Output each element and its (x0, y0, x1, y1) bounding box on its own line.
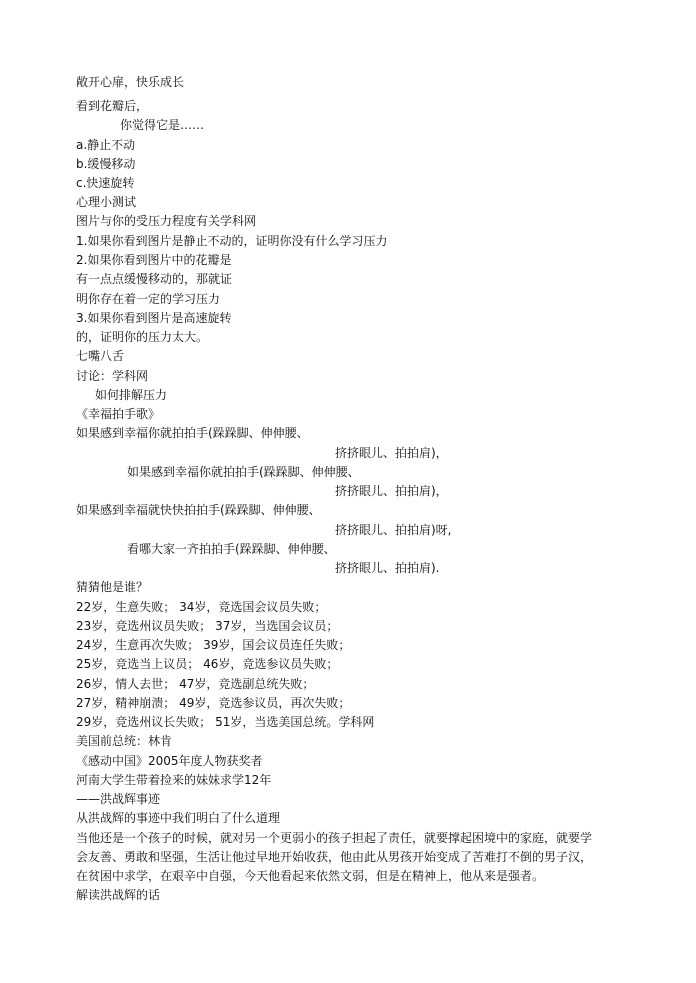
text-line: 看到花瓣后， (76, 99, 149, 113)
text-line: 挤挤眼儿、拍拍肩)呀, (335, 523, 452, 537)
text-line: 当他还是一个孩子的时候，就对另一个更弱小的孩子担起了责任，就要撑起困境中的家庭，就要学 (76, 831, 593, 845)
text-line: 从洪战辉的事迹中我们明白了什么道理 (76, 811, 281, 825)
text-line: 1.如果你看到图片是静止不动的，证明你没有什么学习压力 (76, 234, 388, 248)
text-line: 河南大学生带着捡来的妹妹求学12年 (76, 773, 272, 787)
text-line: 如果感到幸福就快快拍拍手(跺跺脚、伸伸腰、 (76, 503, 321, 517)
text-line: 解读洪战辉的话 (76, 888, 161, 902)
text-line: 挤挤眼儿、拍拍肩)， (335, 484, 448, 498)
text-line: 有一点点缓慢移动的，那就证 (76, 272, 233, 286)
text-line: 27岁，精神崩溃； 49岁，竞选参议员，再次失败； (76, 696, 351, 710)
text-line: 心理小测试 (76, 195, 137, 209)
text-line: 明你存在着一定的学习压力 (76, 292, 221, 306)
text-line: 如果感到幸福你就拍拍手(跺跺脚、伸伸腰、 (127, 465, 360, 479)
text-line: 如果感到幸福你就拍拍手(跺跺脚、伸伸腰、 (76, 426, 309, 440)
text-line: 如何排解压力 (95, 388, 168, 402)
text-line: 29岁，竞选州议长失败； 51岁，当选美国总统。学科网 (76, 715, 375, 729)
text-line: 挤挤眼儿、拍拍肩)， (335, 446, 448, 460)
text-line: 七嘴八舌 (76, 349, 125, 363)
text-line: c.快速旋转 (76, 176, 135, 190)
text-line: ——洪战辉事迹 (76, 792, 161, 806)
text-line: 在贫困中求学，在艰辛中自强，今天他看起来依然文弱，但是在精神上，他从来是强者。 (76, 869, 545, 883)
text-line: 美国前总统：林肯 (76, 734, 173, 748)
text-line: 会友善、勇敢和坚强，生活让他过早地开始收获，他由此从男孩开始变成了苦难打不倒的男子汉， (76, 850, 593, 864)
text-line: 你觉得它是…… (120, 118, 205, 132)
text-line: 看哪大家一齐拍拍手(跺跺脚、伸伸腰、 (127, 542, 336, 556)
text-line: 图片与你的受压力程度有关学科网 (76, 214, 257, 228)
text-line: 《幸福拍手歌》 (76, 407, 161, 421)
text-line: b.缓慢移动 (76, 157, 136, 171)
text-line: 24岁，生意再次失败； 39岁，国会议员连任失败； (76, 638, 351, 652)
text-line: 敞开心扉，快乐成长 (76, 75, 185, 89)
text-line: 猜猜他是谁？ (76, 580, 149, 594)
text-line: 22岁，生意失败； 34岁，竞选国会议员失败； (76, 600, 327, 614)
text-line: 2.如果你看到图片中的花瓣是 (76, 253, 232, 267)
text-line: 25岁，竞选当上议员； 46岁，竞选参议员失败； (76, 657, 339, 671)
text-line: 3.如果你看到图片是高速旋转 (76, 311, 232, 325)
text-line: 23岁，竞选州议员失败； 37岁，当选国会议员； (76, 619, 339, 633)
text-line: 挤挤眼儿、拍拍肩). (335, 561, 440, 575)
text-line: 讨论：学科网 (76, 369, 149, 383)
text-line: 的，证明你的压力太大。 (76, 330, 209, 344)
text-line: 26岁，情人去世； 47岁，竞选副总统失败； (76, 677, 315, 691)
text-line: 《感动中国》2005年度人物获奖者 (76, 754, 263, 768)
text-line: a.静止不动 (76, 138, 136, 152)
